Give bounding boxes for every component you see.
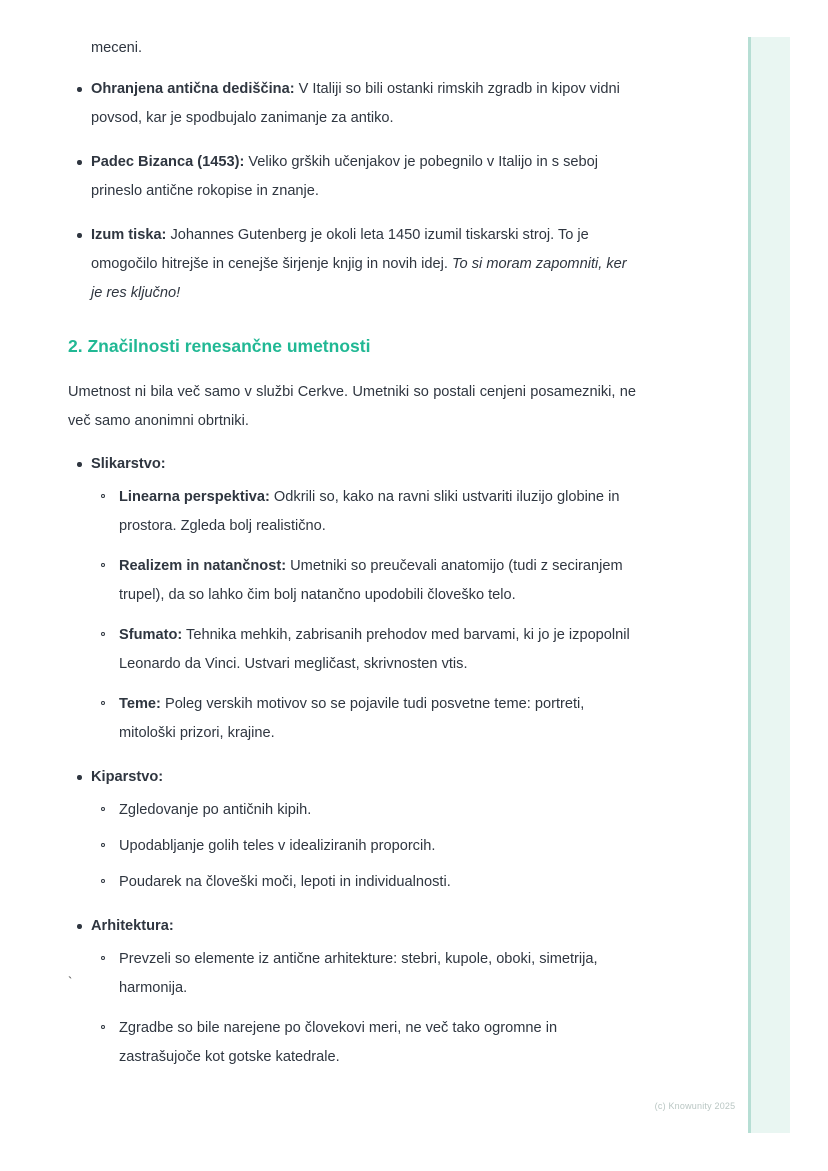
bullet-label: Padec Bizanca (1453):: [91, 154, 245, 170]
side-accent-panel: [748, 37, 790, 1133]
list-item: [91, 552, 636, 610]
list-item: [91, 690, 636, 748]
list-item: [68, 221, 636, 308]
list-item: [68, 148, 636, 206]
bullet-emphasis: To si moram zapomniti, ker je res ključno!: [91, 256, 627, 301]
nested-list-wrapper: [91, 796, 636, 897]
bullet-circle-icon: [101, 843, 105, 847]
list-item: [91, 796, 636, 825]
sub-bullet-label: Teme:: [119, 696, 161, 712]
sub-bullet-text: Umetniki so preučevali anatomijo (tudi z seciranjem trupel), da so lahko čim bolj natančno upodobili človeško telo.: [119, 558, 623, 603]
bullet-circle-icon: [101, 563, 105, 567]
list-item: [91, 1014, 636, 1072]
group-label: Slikarstvo:: [91, 456, 166, 472]
sub-bullet-list: [91, 945, 636, 1072]
footer-copyright: (c) Knowunity 2025: [654, 1101, 736, 1111]
group-label: Arhitektura:: [91, 918, 174, 934]
bullet-circle-icon: [101, 807, 105, 811]
group-label: Kiparstvo:: [91, 769, 164, 785]
bullet-circle-icon: [101, 632, 105, 636]
sub-bullet-text: Upodabljanje golih teles v idealiziranih proporcih.: [119, 838, 436, 854]
list-item: [68, 450, 636, 748]
bullet-disc-icon: [77, 775, 82, 780]
bullet-disc-icon: [77, 462, 82, 467]
side-accent-panel-edge: [748, 37, 751, 1133]
bullet-circle-icon: [101, 879, 105, 883]
topic-group-list: [68, 450, 636, 1072]
list-item: [91, 483, 636, 541]
bullet-disc-icon: [77, 924, 82, 929]
list-item: [68, 75, 636, 133]
bullet-label: Izum tiska:: [91, 227, 167, 243]
list-item: [68, 912, 636, 1072]
bullet-circle-icon: [101, 956, 105, 960]
bullet-circle-icon: [101, 701, 105, 705]
bullet-disc-icon: [77, 160, 82, 165]
sub-bullet-label: Realizem in natančnost:: [119, 558, 287, 574]
list-item: [91, 621, 636, 679]
section-intro-paragraph: Umetnost ni bila več samo v službi Cerkve. Umetniki so postali cenjeni posamezniki, ne več samo anonimni obrtniki.: [68, 384, 636, 429]
list-item: [68, 763, 636, 897]
list-item: [91, 868, 636, 897]
nested-list-wrapper: [91, 945, 636, 1072]
list-item: [91, 832, 636, 861]
nested-list-wrapper: [91, 483, 636, 748]
bullet-disc-icon: [77, 233, 82, 238]
continued-paragraph: meceni.: [91, 40, 143, 56]
bullet-text: V Italiji so bili ostanki rimskih zgradb in kipov vidni povsod, kar je spodbujalo zanimanje za antiko.: [91, 81, 620, 126]
sub-bullet-text: Zgradbe so bile narejene po človekovi meri, ne več tako ogromne in zastrašujoče kot gotske katedrale.: [119, 1020, 558, 1065]
bullet-text: Johannes Gutenberg je okoli leta 1450 izumil tiskarski stroj. To je omogočilo hitrejše in cenejše širjenje knjig in novih idej.: [91, 227, 589, 272]
intro-bullet-list: [68, 75, 636, 308]
sub-bullet-list: [91, 483, 636, 748]
bullet-circle-icon: [101, 1025, 105, 1029]
list-item: [91, 945, 636, 1003]
sub-bullet-label: Linearna perspektiva:: [119, 489, 270, 505]
document-content: [68, 34, 636, 1087]
sub-bullet-text: Prevzeli so elemente iz antične arhitekture: stebri, kupole, oboki, simetrija, harmonija.: [119, 951, 598, 996]
bullet-disc-icon: [77, 87, 82, 92]
sub-bullet-text: Tehnika mehkih, zabrisanih prehodov med barvami, ki jo je izpopolnil Leonardo da Vinci. Ustvari megličast, skrivnosten vtis.: [119, 627, 630, 672]
section-heading: 2. Značilnosti renesančne umetnosti: [68, 336, 371, 356]
bullet-circle-icon: [101, 494, 105, 498]
sub-bullet-text: Zgledovanje po antičnih kipih.: [119, 802, 312, 818]
sub-bullet-list: [91, 796, 636, 897]
sub-bullet-text: Poleg verskih motivov so se pojavile tudi posvetne teme: portreti, mitološki prizori, krajine.: [119, 696, 585, 741]
bullet-label: Ohranjena antična dediščina:: [91, 81, 295, 97]
sub-bullet-text: Poudarek na človeški moči, lepoti in individualnosti.: [119, 874, 451, 890]
sub-bullet-label: Sfumato:: [119, 627, 183, 643]
bullet-text: Veliko grških učenjakov je pobegnilo v Italijo in s seboj prineslo antične rokopise in znanje.: [91, 154, 599, 199]
sub-bullet-text: Odkrili so, kako na ravni sliki ustvariti iluzijo globine in prostora. Zgleda bolj realistično.: [119, 489, 620, 534]
stray-tick-mark: `: [68, 974, 73, 989]
